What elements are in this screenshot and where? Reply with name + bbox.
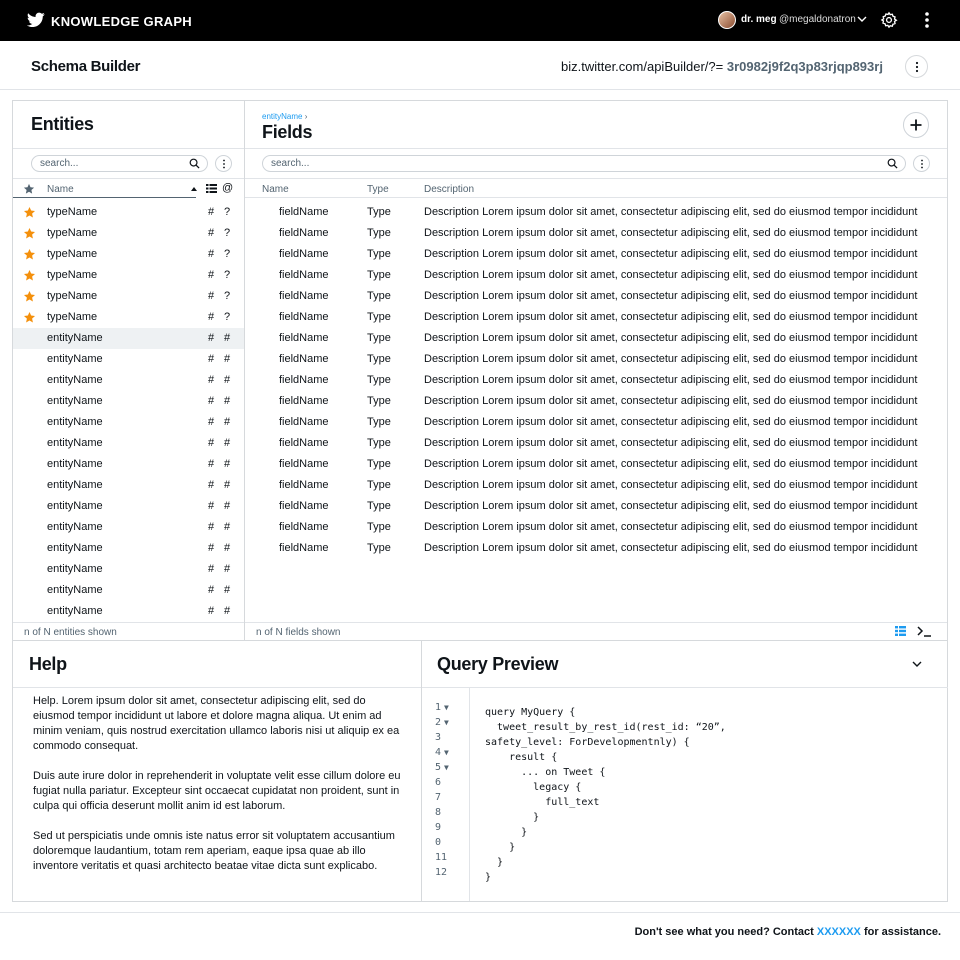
entity-row[interactable] <box>13 286 244 307</box>
divider <box>422 687 948 688</box>
help-paragraph: Duis aute irure dolor in reprehenderit in voluptate velit esse cillum dolore eu fugiat nulla pariatur. Excepteur sint occaecat cupidatat non proident, sunt in culpa qui officia deserunt mollit anim id est laborum. <box>33 770 401 812</box>
line-number-text: 0 <box>435 837 442 848</box>
entity-name: entityName <box>47 458 103 470</box>
entity-name: entityName <box>47 374 103 386</box>
page-header <box>0 41 960 90</box>
entity-row[interactable] <box>13 496 244 517</box>
twitter-bird-icon[interactable] <box>27 12 45 28</box>
entity-row[interactable] <box>13 517 244 538</box>
entity-name: typeName <box>47 248 98 260</box>
line-number <box>435 702 465 713</box>
entity-row[interactable] <box>13 538 244 559</box>
line-number <box>435 762 465 773</box>
entity-name: typeName <box>47 290 98 302</box>
entity-ref-count: # <box>224 353 231 365</box>
app-title: KNOWLEDGE GRAPH <box>51 14 192 29</box>
entity-row[interactable] <box>13 559 244 580</box>
footer-suffix: for assistance. <box>860 926 941 938</box>
entity-field-count: # <box>208 563 215 575</box>
fields-panel <box>245 101 947 640</box>
footer-prefix: Don't see what you need? Contact <box>634 926 817 938</box>
entity-name: entityName <box>47 563 103 575</box>
entity-field-count: # <box>208 395 215 407</box>
field-description: Description Lorem ipsum dolor sit amet, consectetur adipiscing elit, sed do eiusmod tempor incididunt <box>424 521 918 533</box>
field-type: Type <box>367 500 391 512</box>
entity-row[interactable] <box>13 454 244 475</box>
line-number <box>435 717 465 728</box>
query-title: Query Preview <box>437 654 559 674</box>
entity-name: typeName <box>47 206 98 218</box>
breadcrumb[interactable] <box>262 112 307 121</box>
divider <box>245 148 947 149</box>
entity-field-count: # <box>208 584 215 596</box>
field-name: fieldName <box>279 521 329 533</box>
field-name: fieldName <box>279 206 329 218</box>
entity-name: entityName <box>47 500 103 512</box>
entity-row[interactable] <box>13 370 244 391</box>
sort-asc-icon[interactable] <box>190 185 198 193</box>
divider <box>245 622 947 623</box>
divider <box>13 178 244 179</box>
field-row[interactable] <box>245 349 947 370</box>
field-row[interactable] <box>245 244 947 265</box>
entity-field-count: # <box>208 605 215 617</box>
field-name: fieldName <box>279 479 329 491</box>
entity-field-count: # <box>208 332 215 344</box>
field-description: Description Lorem ipsum dolor sit amet, consectetur adipiscing elit, sed do eiusmod tempor incididunt <box>424 290 918 302</box>
divider <box>13 148 244 149</box>
field-name: fieldName <box>279 290 329 302</box>
fold-toggle-icon[interactable]: ▼ <box>444 748 449 757</box>
help-paragraph: Help. Lorem ipsum dolor sit amet, consectetur adipiscing elit, sed do eiusmod tempor incididunt ut labore et dolore magna aliqua. Ut enim ad minim veniam, quis nostrud exercitation ullamco laboris nisi ut aliquip ex ea commodo consequat. <box>33 695 400 752</box>
line-number <box>435 837 465 848</box>
field-row[interactable] <box>245 391 947 412</box>
field-name: fieldName <box>279 500 329 512</box>
entity-field-count: # <box>208 248 215 260</box>
field-name: fieldName <box>279 353 329 365</box>
field-name: fieldName <box>279 248 329 260</box>
entity-ref-count: # <box>224 563 231 575</box>
field-name: fieldName <box>279 374 329 386</box>
entity-name: entityName <box>47 332 103 344</box>
entity-ref-count: # <box>224 479 231 491</box>
entities-panel <box>13 101 245 640</box>
entity-field-count: # <box>208 269 215 281</box>
entities-options-button[interactable] <box>215 155 232 172</box>
entity-row[interactable] <box>13 223 244 244</box>
entity-field-count: # <box>208 458 215 470</box>
line-number <box>435 747 465 758</box>
entity-ref-count: # <box>224 395 231 407</box>
entity-ref-count: ? <box>224 311 231 323</box>
entity-ref-count: # <box>224 605 231 617</box>
field-type: Type <box>367 206 391 218</box>
field-description: Description Lorem ipsum dolor sit amet, consectetur adipiscing elit, sed do eiusmod tempor incididunt <box>424 353 918 365</box>
field-type: Type <box>367 248 391 260</box>
field-row[interactable] <box>245 265 947 286</box>
field-name: fieldName <box>279 332 329 344</box>
avatar[interactable] <box>718 11 736 29</box>
divider <box>13 622 244 623</box>
entity-row[interactable] <box>13 391 244 412</box>
site-footer <box>0 912 960 960</box>
plus-icon <box>910 119 922 131</box>
entity-field-count: # <box>208 542 215 554</box>
entities-search-input[interactable] <box>40 158 180 169</box>
field-type: Type <box>367 311 391 323</box>
more-vertical-icon[interactable] <box>919 11 935 29</box>
field-description: Description Lorem ipsum dolor sit amet, consectetur adipiscing elit, sed do eiusmod tempor incididunt <box>424 542 918 554</box>
field-row[interactable] <box>245 286 947 307</box>
field-row[interactable] <box>245 202 947 223</box>
field-row[interactable] <box>245 328 947 349</box>
fold-toggle-icon[interactable]: ▼ <box>444 763 449 772</box>
line-number-text: 1 <box>435 702 442 713</box>
top-bar <box>0 0 960 41</box>
field-row[interactable] <box>245 412 947 433</box>
field-description: Description Lorem ipsum dolor sit amet, consectetur adipiscing elit, sed do eiusmod tempor incididunt <box>424 374 918 386</box>
field-name: fieldName <box>279 395 329 407</box>
field-type: Type <box>367 269 391 281</box>
more-vertical-icon <box>915 61 919 72</box>
field-type: Type <box>367 227 391 239</box>
entity-name: entityName <box>47 395 103 407</box>
line-gutter <box>422 687 470 901</box>
entity-name: entityName <box>47 437 103 449</box>
entity-name: entityName <box>47 521 103 533</box>
line-number-text: 4 <box>435 747 442 758</box>
query-preview-panel <box>422 641 948 901</box>
divider <box>245 197 947 198</box>
field-description: Description Lorem ipsum dolor sit amet, consectetur adipiscing elit, sed do eiusmod tempor incididunt <box>424 416 918 428</box>
entity-ref-count: # <box>224 332 231 344</box>
entity-field-count: # <box>208 416 215 428</box>
list-view-icon[interactable] <box>895 626 906 636</box>
line-number <box>435 822 465 833</box>
field-name: fieldName <box>279 437 329 449</box>
fields-search-input[interactable] <box>271 158 785 169</box>
line-number <box>435 807 465 818</box>
help-title: Help <box>29 654 67 674</box>
field-description: Description Lorem ipsum dolor sit amet, consectetur adipiscing elit, sed do eiusmod tempor incididunt <box>424 248 918 260</box>
entity-field-count: # <box>208 290 215 302</box>
divider <box>13 687 421 688</box>
entity-row[interactable] <box>13 412 244 433</box>
field-description: Description Lorem ipsum dolor sit amet, consectetur adipiscing elit, sed do eiusmod tempor incididunt <box>424 437 918 449</box>
field-type: Type <box>367 290 391 302</box>
field-type: Type <box>367 458 391 470</box>
line-number-text: 12 <box>435 867 448 878</box>
entity-name: entityName <box>47 416 103 428</box>
main-panel <box>12 100 948 641</box>
search-icon[interactable] <box>887 158 898 169</box>
fields-title: Fields <box>262 122 313 142</box>
line-number <box>435 867 465 878</box>
entity-name: typeName <box>47 227 98 239</box>
entity-ref-count: # <box>224 542 231 554</box>
at-icon[interactable]: @ <box>222 182 234 194</box>
field-description: Description Lorem ipsum dolor sit amet, consectetur adipiscing elit, sed do eiusmod tempor incididunt <box>424 269 918 281</box>
field-row[interactable] <box>245 454 947 475</box>
field-name: fieldName <box>279 416 329 428</box>
star-icon[interactable] <box>23 183 35 195</box>
line-number-text: 5 <box>435 762 442 773</box>
field-type: Type <box>367 332 391 344</box>
star-icon[interactable] <box>23 206 36 219</box>
divider <box>245 178 947 179</box>
field-description: Description Lorem ipsum dolor sit amet, consectetur adipiscing elit, sed do eiusmod tempor incididunt <box>424 206 918 218</box>
entity-row[interactable] <box>13 601 244 622</box>
field-name: fieldName <box>279 227 329 239</box>
add-field-button[interactable] <box>903 112 929 138</box>
entity-name: entityName <box>47 479 103 491</box>
entity-row[interactable] <box>13 433 244 454</box>
field-row[interactable] <box>245 538 947 559</box>
field-type: Type <box>367 353 391 365</box>
entity-row[interactable] <box>13 244 244 265</box>
field-row[interactable] <box>245 370 947 391</box>
entity-field-count: # <box>208 227 215 239</box>
entity-ref-count: ? <box>224 227 231 239</box>
field-type: Type <box>367 479 391 491</box>
entity-name: entityName <box>47 605 103 617</box>
page-title: Schema Builder <box>31 58 141 75</box>
terminal-icon[interactable] <box>917 626 932 637</box>
help-paragraph: Sed ut perspiciatis unde omnis iste natus error sit voluptatem accusantium doloremque laudantium, totam rem aperiam, eaque ipsa quae ab illo inventore veritatis et quasi architecto beatae vitae dicta sunt explicabo. <box>33 830 395 872</box>
entity-row[interactable] <box>13 202 244 223</box>
api-url-prefix: biz.twitter.com/apiBuilder/?= <box>561 59 724 74</box>
line-number <box>435 792 465 803</box>
field-row[interactable] <box>245 475 947 496</box>
entity-field-count: # <box>208 374 215 386</box>
line-number-text: 8 <box>435 807 442 818</box>
api-url-token: 3r0982j9f2q3p83rjqp893rj <box>726 59 883 74</box>
line-number <box>435 732 465 743</box>
field-type: Type <box>367 374 391 386</box>
entity-ref-count: # <box>224 458 231 470</box>
contact-link[interactable]: XXXXXX <box>816 926 861 938</box>
entity-field-count: # <box>208 353 215 365</box>
user-name[interactable]: dr. meg <box>741 14 777 25</box>
entity-ref-count: # <box>224 416 231 428</box>
entity-row[interactable] <box>13 349 244 370</box>
sort-underline <box>13 197 196 198</box>
line-number <box>435 777 465 788</box>
fold-toggle-icon[interactable]: ▼ <box>444 703 449 712</box>
field-description: Description Lorem ipsum dolor sit amet, consectetur adipiscing elit, sed do eiusmod tempor incididunt <box>424 227 918 239</box>
entity-ref-count: # <box>224 584 231 596</box>
entities-search[interactable] <box>31 155 208 172</box>
field-type: Type <box>367 395 391 407</box>
field-type: Type <box>367 521 391 533</box>
line-number-text: 9 <box>435 822 442 833</box>
entity-name: typeName <box>47 269 98 281</box>
search-icon[interactable] <box>189 158 200 169</box>
entity-ref-count: ? <box>224 206 231 218</box>
star-icon[interactable] <box>23 290 36 303</box>
entity-ref-count: ? <box>224 248 231 260</box>
field-type: Type <box>367 437 391 449</box>
entity-field-count: # <box>208 437 215 449</box>
entity-row[interactable] <box>13 475 244 496</box>
entities-title: Entities <box>31 114 94 134</box>
entity-ref-count: ? <box>224 290 231 302</box>
entity-ref-count: # <box>224 437 231 449</box>
field-row[interactable] <box>245 517 947 538</box>
entity-ref-count: # <box>224 374 231 386</box>
entity-field-count: # <box>208 479 215 491</box>
field-type: Type <box>367 542 391 554</box>
entities-column-name[interactable]: Name <box>47 184 74 195</box>
fields-options-button[interactable] <box>913 155 930 172</box>
entity-row[interactable] <box>13 580 244 601</box>
field-description: Description Lorem ipsum dolor sit amet, consectetur adipiscing elit, sed do eiusmod tempor incididunt <box>424 458 918 470</box>
more-vertical-icon <box>222 159 225 168</box>
line-number-text: 11 <box>435 852 448 863</box>
query-code[interactable]: query MyQuery { tweet_result_by_rest_id(rest_id: “20”, safety_level: ForDevelopmentnly) { result { ... on Tweet { legacy { full_text } } } } } <box>485 707 726 883</box>
entity-field-count: # <box>208 311 215 323</box>
field-description: Description Lorem ipsum dolor sit amet, consectetur adipiscing elit, sed do eiusmod tempor incididunt <box>424 332 918 344</box>
entity-row[interactable] <box>13 328 244 349</box>
field-row[interactable] <box>245 307 947 328</box>
entity-ref-count: # <box>224 521 231 533</box>
chevron-down-icon[interactable] <box>911 658 923 670</box>
api-url[interactable] <box>561 59 883 74</box>
line-number-text: 6 <box>435 777 442 788</box>
field-name: fieldName <box>279 542 329 554</box>
entity-field-count: # <box>208 500 215 512</box>
field-type: Type <box>367 416 391 428</box>
gear-icon[interactable] <box>880 11 898 29</box>
field-description: Description Lorem ipsum dolor sit amet, consectetur adipiscing elit, sed do eiusmod tempor incididunt <box>424 500 918 512</box>
fields-column-type[interactable]: Type <box>367 184 389 195</box>
field-row[interactable] <box>245 223 947 244</box>
list-icon[interactable] <box>206 183 217 194</box>
entity-name: entityName <box>47 542 103 554</box>
more-vertical-icon <box>920 159 923 168</box>
field-name: fieldName <box>279 269 329 281</box>
entity-row[interactable] <box>13 265 244 286</box>
star-icon[interactable] <box>23 269 36 282</box>
entities-count: n of N entities shown <box>24 627 117 638</box>
chevron-right-icon: › <box>304 112 308 121</box>
entity-name: typeName <box>47 311 98 323</box>
star-icon[interactable] <box>23 227 36 240</box>
footer-message <box>635 926 941 938</box>
entity-name: entityName <box>47 353 103 365</box>
bottom-panel <box>12 641 948 902</box>
field-description: Description Lorem ipsum dolor sit amet, consectetur adipiscing elit, sed do eiusmod tempor incididunt <box>424 311 918 323</box>
field-name: fieldName <box>279 458 329 470</box>
field-row[interactable] <box>245 496 947 517</box>
entity-ref-count: ? <box>224 269 231 281</box>
user-handle[interactable]: @megaldonatron <box>779 14 856 25</box>
field-row[interactable] <box>245 433 947 454</box>
entity-ref-count: # <box>224 500 231 512</box>
entity-name: entityName <box>47 584 103 596</box>
star-icon[interactable] <box>23 311 36 324</box>
field-description: Description Lorem ipsum dolor sit amet, consectetur adipiscing elit, sed do eiusmod tempor incididunt <box>424 395 918 407</box>
line-number-text: 3 <box>435 732 442 743</box>
fields-count: n of N fields shown <box>256 627 341 638</box>
fields-column-name[interactable]: Name <box>262 184 289 195</box>
line-number-text: 7 <box>435 792 442 803</box>
entity-row[interactable] <box>13 307 244 328</box>
field-description: Description Lorem ipsum dolor sit amet, consectetur adipiscing elit, sed do eiusmod tempor incididunt <box>424 479 918 491</box>
help-panel <box>13 641 422 901</box>
field-name: fieldName <box>279 311 329 323</box>
fields-column-description[interactable]: Description <box>424 184 475 195</box>
chevron-down-icon[interactable] <box>856 13 868 25</box>
star-icon[interactable] <box>23 248 36 261</box>
header-more-button[interactable] <box>905 55 928 78</box>
breadcrumb-entity[interactable]: entityName <box>262 112 303 121</box>
fields-search[interactable] <box>262 155 906 172</box>
line-number <box>435 852 465 863</box>
line-number-text: 2 <box>435 717 442 728</box>
entity-field-count: # <box>208 521 215 533</box>
entity-field-count: # <box>208 206 215 218</box>
fold-toggle-icon[interactable]: ▼ <box>444 718 449 727</box>
